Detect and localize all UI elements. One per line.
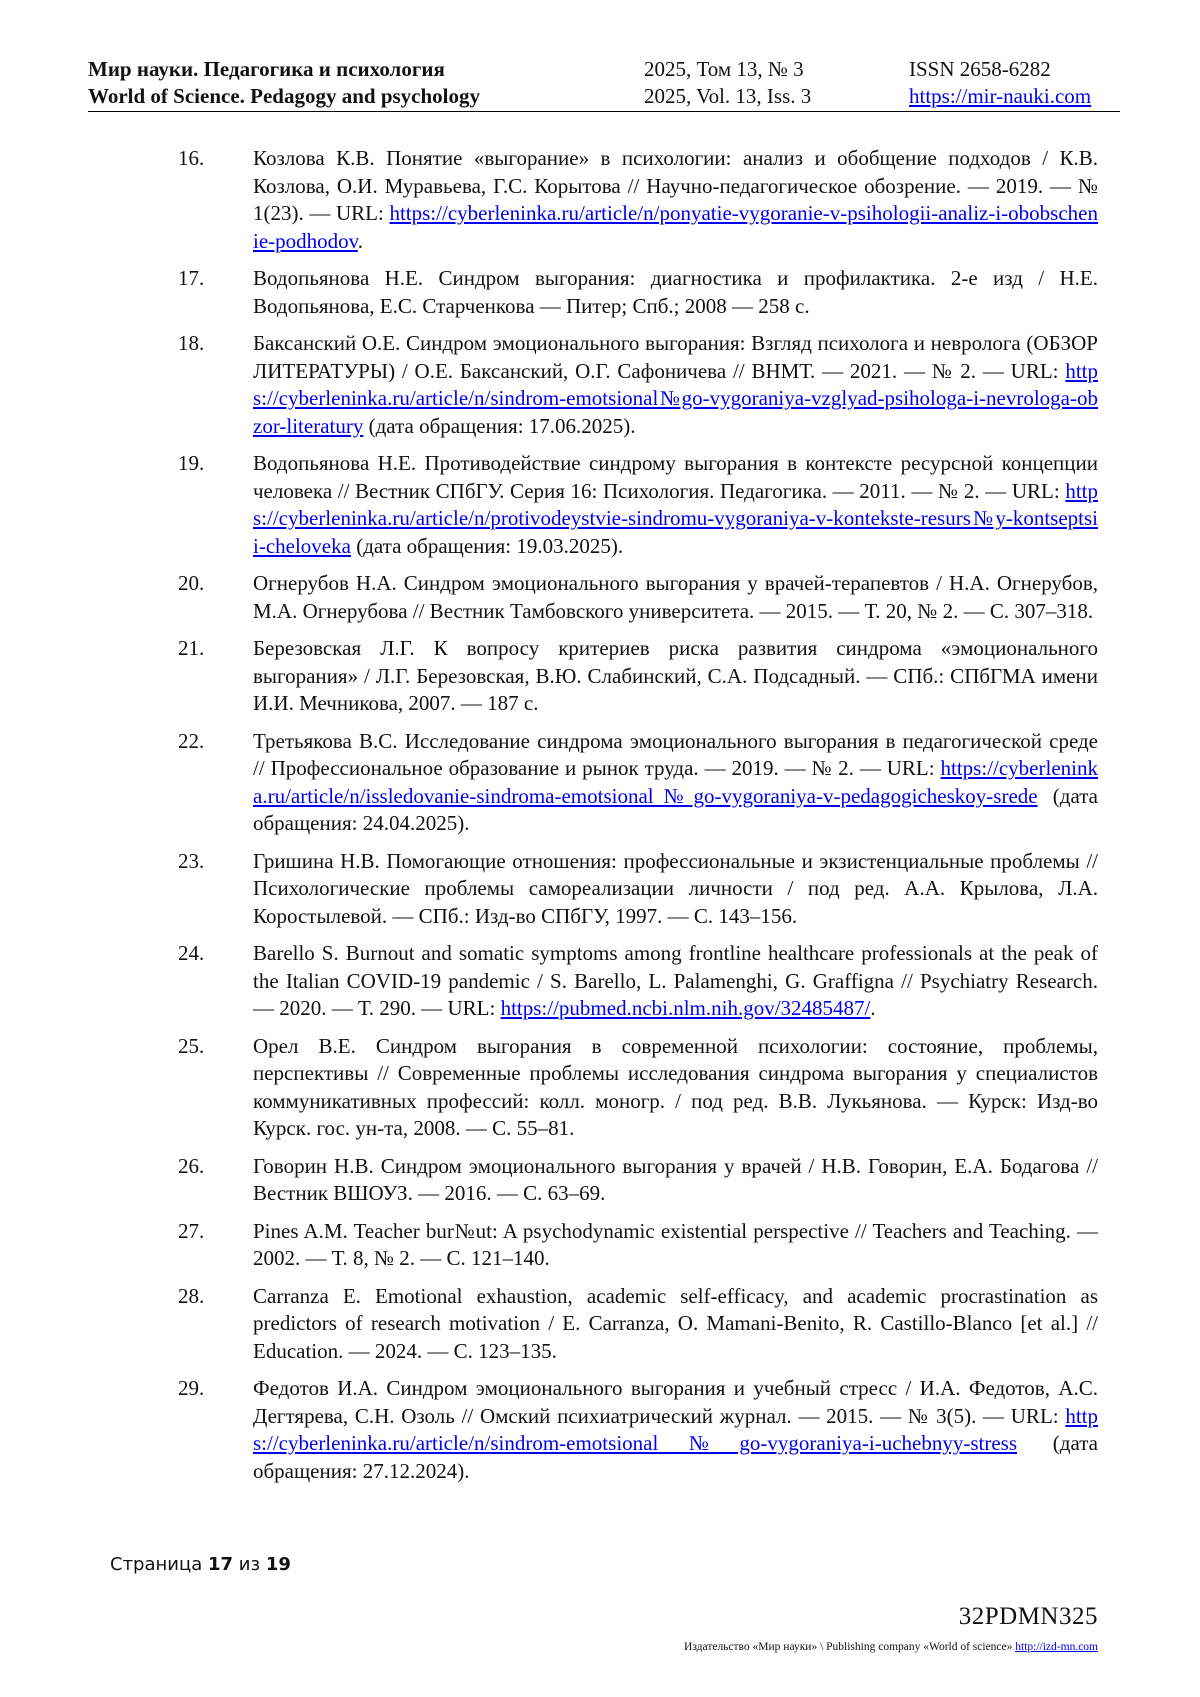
reference-text: Огнерубов Н.А. Синдром эмоционального выгорания у врачей-терапевтов / Н.А. Огнерубов, М.А. Огнерубова // Вестник Тамбовского университета. — 2015. — Т. 20, № 2. — С. 307–318. [253,571,1098,623]
reference-item [178,1033,1098,1143]
reference-number: 25. [178,1033,205,1058]
page-label: Страница [110,1554,203,1575]
issn: ISSN 2658-6282 [909,57,1051,81]
reference-body [253,450,1098,560]
reference-body [253,1375,1098,1485]
reference-text: Третьякова В.С. Исследование синдрома эмоционального выгорания в педагогической среде // Профессиональное образование и рынок труда. — 2019. — № 2. — URL: [253,728,1098,780]
page-total: 19 [265,1554,291,1575]
page-number [110,1554,291,1575]
reference-suffix: (дата обращения: 24.04.2025). [253,783,1098,835]
running-header [88,55,1120,112]
reference-item [178,145,1098,255]
journal-title-ru: Мир науки. Педагогика и психология [88,57,445,81]
reference-item [178,1218,1098,1273]
header-row-ru [88,55,1120,83]
reference-body [253,1033,1098,1143]
reference-link[interactable]: https://cyberleninka.ru/article/n/sindrom-emotsional№go-vygoraniya-i-uchebnyy-stress [253,1403,1098,1455]
reference-number: 22. [178,728,205,753]
reference-number: 20. [178,571,205,595]
volume-en: 2025, Vol. 13, Iss. 3 [644,84,812,108]
reference-text: Водопьянова Н.Е. Противодействие синдрому выгорания в контексте ресурсной концепции человека // Вестник СПбГУ. Серия 16: Психология. Педагогика. — 2011. — № 2. — URL: [253,451,1098,503]
reference-suffix: (дата обращения: 17.06.2025). [363,413,636,438]
reference-number: 16. [178,146,205,170]
reference-text: Водопьянова Н.Е. Синдром выгорания: диагностика и профилактика. 2-е изд / Н.Е. Водопьянова, Е.С. Старченкова — Питер; Спб.; 2008 — 258 с. [253,266,1098,318]
reference-item [178,265,1098,320]
reference-item [178,330,1098,440]
reference-list [178,145,1098,1495]
article-code: 32PDMN325 [958,1603,1098,1630]
reference-body [253,330,1098,440]
reference-text: Федотов И.А. Синдром эмоционального выгорания и учебный стресс / И.А. Федотов, А.С. Дегтярева, С.Н. Озоль // Омский психиатрический журнал. — 2015. — № 3(5). — URL: [253,1376,1098,1428]
reference-body [253,145,1098,255]
reference-text: Carranza E. Emotional exhaustion, academic self-efficacy, and academic procrastination as predictors of research motivation / E. Carranza, O. Mamani-Benito, R. Castillo-Blanco [et al.] // Education. — 2024. — С. 123–135. [253,1283,1098,1363]
reference-number: 23. [178,848,205,873]
reference-text: Гришина Н.В. Помогающие отношения: профессиональные и экзистенциальные проблемы // Психологические проблемы самореализации личности / под ред. А.А. Крылова, Л.А. Коростылевой. — СПб.: Изд-во СПбГУ, 1997. — С. 143–156. [253,848,1098,928]
reference-number: 17. [178,266,205,290]
reference-text: Говорин Н.В. Синдром эмоционального выгорания у врачей / Н.В. Говорин, Е.А. Бодагова // Вестник ВШОУЗ. — 2016. — С. 63–69. [253,1153,1098,1205]
page-of: из [238,1554,261,1575]
reference-text: Козлова К.В. Понятие «выгорание» в психологии: анализ и обобщение подходов / К.В. Козлова, О.И. Муравьева, Г.С. Корытова // Научно-педагогическое обозрение. — 2019. — № 1(23). — URL: [253,146,1098,225]
reference-body [253,1218,1098,1273]
reference-link[interactable]: https://pubmed.ncbi.nlm.nih.gov/32485487/ [500,996,871,1020]
reference-suffix: . [357,228,364,253]
reference-body [253,1153,1098,1208]
reference-link[interactable]: https://cyberleninka.ru/article/n/ponyatie-vygoranie-v-psihologii-analiz-i-obobschenie-podhodov [253,201,1098,253]
reference-link[interactable]: https://cyberleninka.ru/article/n/protivodeystvie-sindromu-vygoraniya-v-kontekste-resurs№y-kontseptsii-cheloveka [253,478,1098,558]
reference-number: 19. [178,451,205,475]
reference-link[interactable]: https://cyberleninka.ru/article/n/issledovanie-sindroma-emotsional№go-vygoraniya-v-pedagogicheskoy-srede [253,756,1098,808]
reference-suffix: (дата обращения: 19.03.2025). [350,533,624,558]
reference-text: Орел В.Е. Синдром выгорания в современной психологии: состояние, проблемы, перспективы // Современные проблемы исследования синдрома выгорания у специалистов коммуникативных профессий: колл. моногр. / под ред. В.В. Лукьянова. — Курск: Изд-во Курск. гос. ун-та, 2008. — С. 55–81. [253,1033,1098,1140]
reference-link[interactable]: https://cyberleninka.ru/article/n/sindrom-emotsional№go-vygoraniya-vzglyad-psihologa-i-nevrologa-obzor-literatury [253,358,1098,438]
reference-body [253,570,1098,625]
reference-body [253,265,1098,320]
reference-item [178,635,1098,718]
journal-site-link[interactable]: https://mir-nauki.com [909,84,1092,108]
reference-text: Barello S. Burnout and somatic symptoms among frontline healthcare professionals at the peak of the Italian COVID-19 pandemic / S. Barello, L. Palamenghi, G. Graffigna // Psychiatry Research. — 2020. — Т. 290. — URL: [253,941,1098,1020]
reference-body [253,635,1098,718]
publisher-text: Издательство «Мир науки» \ Publishing company «World of science» [684,1641,1016,1653]
reference-number: 27. [178,1218,205,1243]
reference-body [253,1283,1098,1366]
publisher-line [684,1641,1098,1653]
reference-item [178,940,1098,1023]
reference-number: 24. [178,941,205,965]
reference-number: 29. [178,1376,205,1400]
reference-number: 28. [178,1283,205,1308]
reference-item [178,728,1098,838]
reference-body [253,728,1098,838]
reference-suffix: (дата обращения: 27.12.2024). [253,1431,1098,1483]
reference-text: Баксанский О.Е. Синдром эмоционального выгорания: Взгляд психолога и невролога (ОБЗОР ЛИТЕРАТУРЫ) / О.Е. Баксанский, О.Г. Сафоничева // ВНМТ. — 2021. — № 2. — URL: [253,331,1098,383]
reference-item [178,848,1098,931]
reference-item [178,450,1098,560]
reference-body [253,940,1098,1023]
reference-item [178,1153,1098,1208]
reference-number: 21. [178,636,205,660]
reference-body [253,848,1098,931]
publisher-link[interactable]: http://izd-mn.com [1015,1641,1098,1653]
reference-text: Pines A.M. Teacher bur№ut: A psychodynamic existential perspective // Teachers and Teaching. — 2002. — Т. 8, № 2. — С. 121–140. [253,1218,1098,1270]
header-row-en [88,82,1120,110]
reference-number: 18. [178,331,205,355]
reference-item [178,1283,1098,1366]
reference-text: Березовская Л.Г. К вопросу критериев риска развития синдрома «эмоционального выгорания» / Л.Г. Березовская, В.Ю. Слабинский, С.А. Подсадный. — СПб.: СПбГМА имени И.И. Мечникова, 2007. — 187 с. [253,636,1098,715]
volume-ru: 2025, Том 13, № 3 [644,57,804,81]
page-current: 17 [208,1554,234,1575]
journal-title-en: World of Science. Pedagogy and psychology [88,84,481,108]
reference-number: 26. [178,1153,205,1178]
reference-item [178,1375,1098,1485]
reference-suffix: . [870,996,876,1020]
reference-item [178,570,1098,625]
